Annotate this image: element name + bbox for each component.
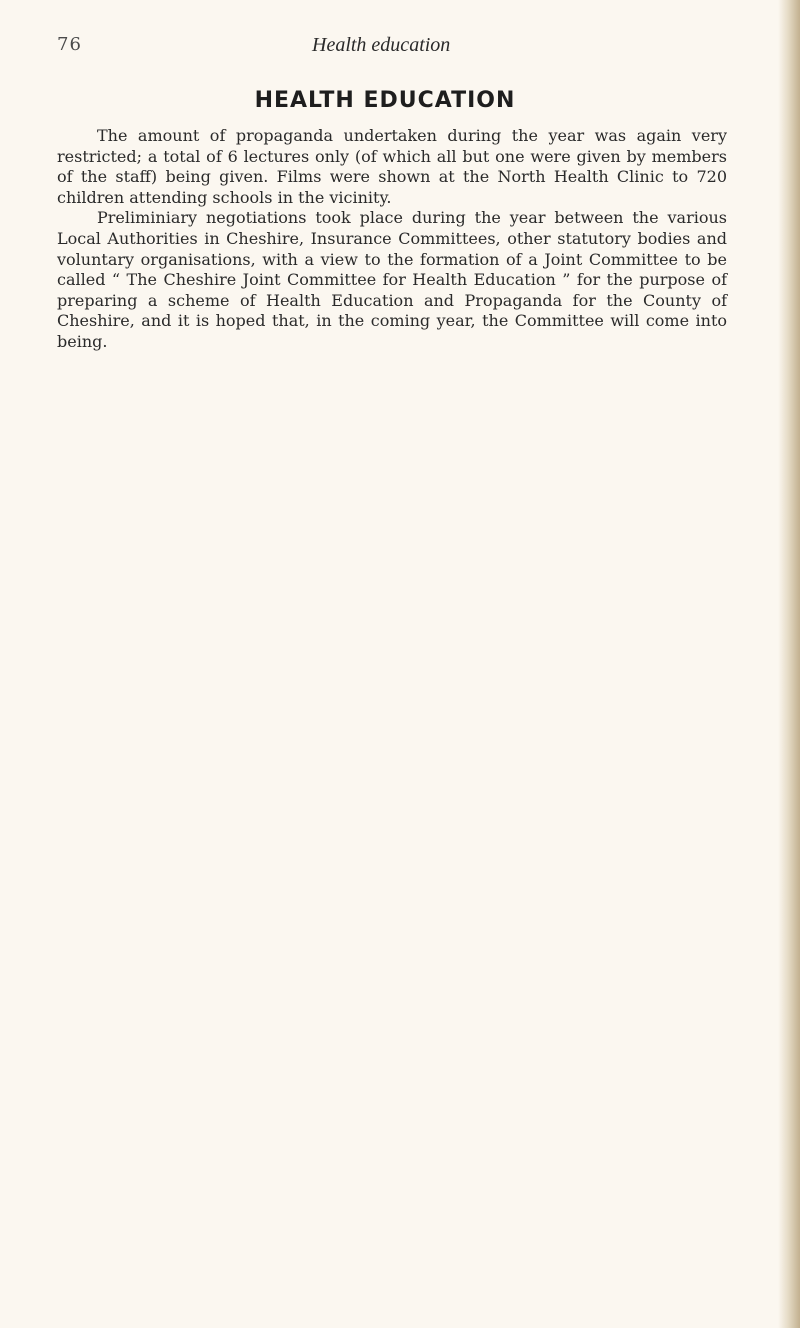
paragraph-1: The amount of propaganda undertaken during the year was again very restricted; a total of 6 lectures only (of which all but one were given by members of the staff) being given. Films were shown at the North Health Clinic to 720 children attending schools in the vicinity. (57, 126, 727, 207)
running-title: Health education (312, 34, 451, 56)
page-number: 76 (57, 34, 82, 55)
running-head (0, 34, 800, 60)
body-text (57, 126, 727, 353)
paragraph-2: Preliminiary negotiations took place during the year between the various Local Authorities in Cheshire, Insurance Committees, other statutory bodies and voluntary organisations, with a view to the formation of a Joint Committee to be called “ The Cheshire Joint Committee for Health Education ” for the purpose of preparing a scheme of Health Education and Propaganda for the County of Cheshire, and it is hoped that, in the coming year, the Committee will come into being. (57, 208, 727, 351)
page-edge-shadow (778, 0, 800, 1328)
section-heading: HEALTH EDUCATION (254, 88, 516, 113)
